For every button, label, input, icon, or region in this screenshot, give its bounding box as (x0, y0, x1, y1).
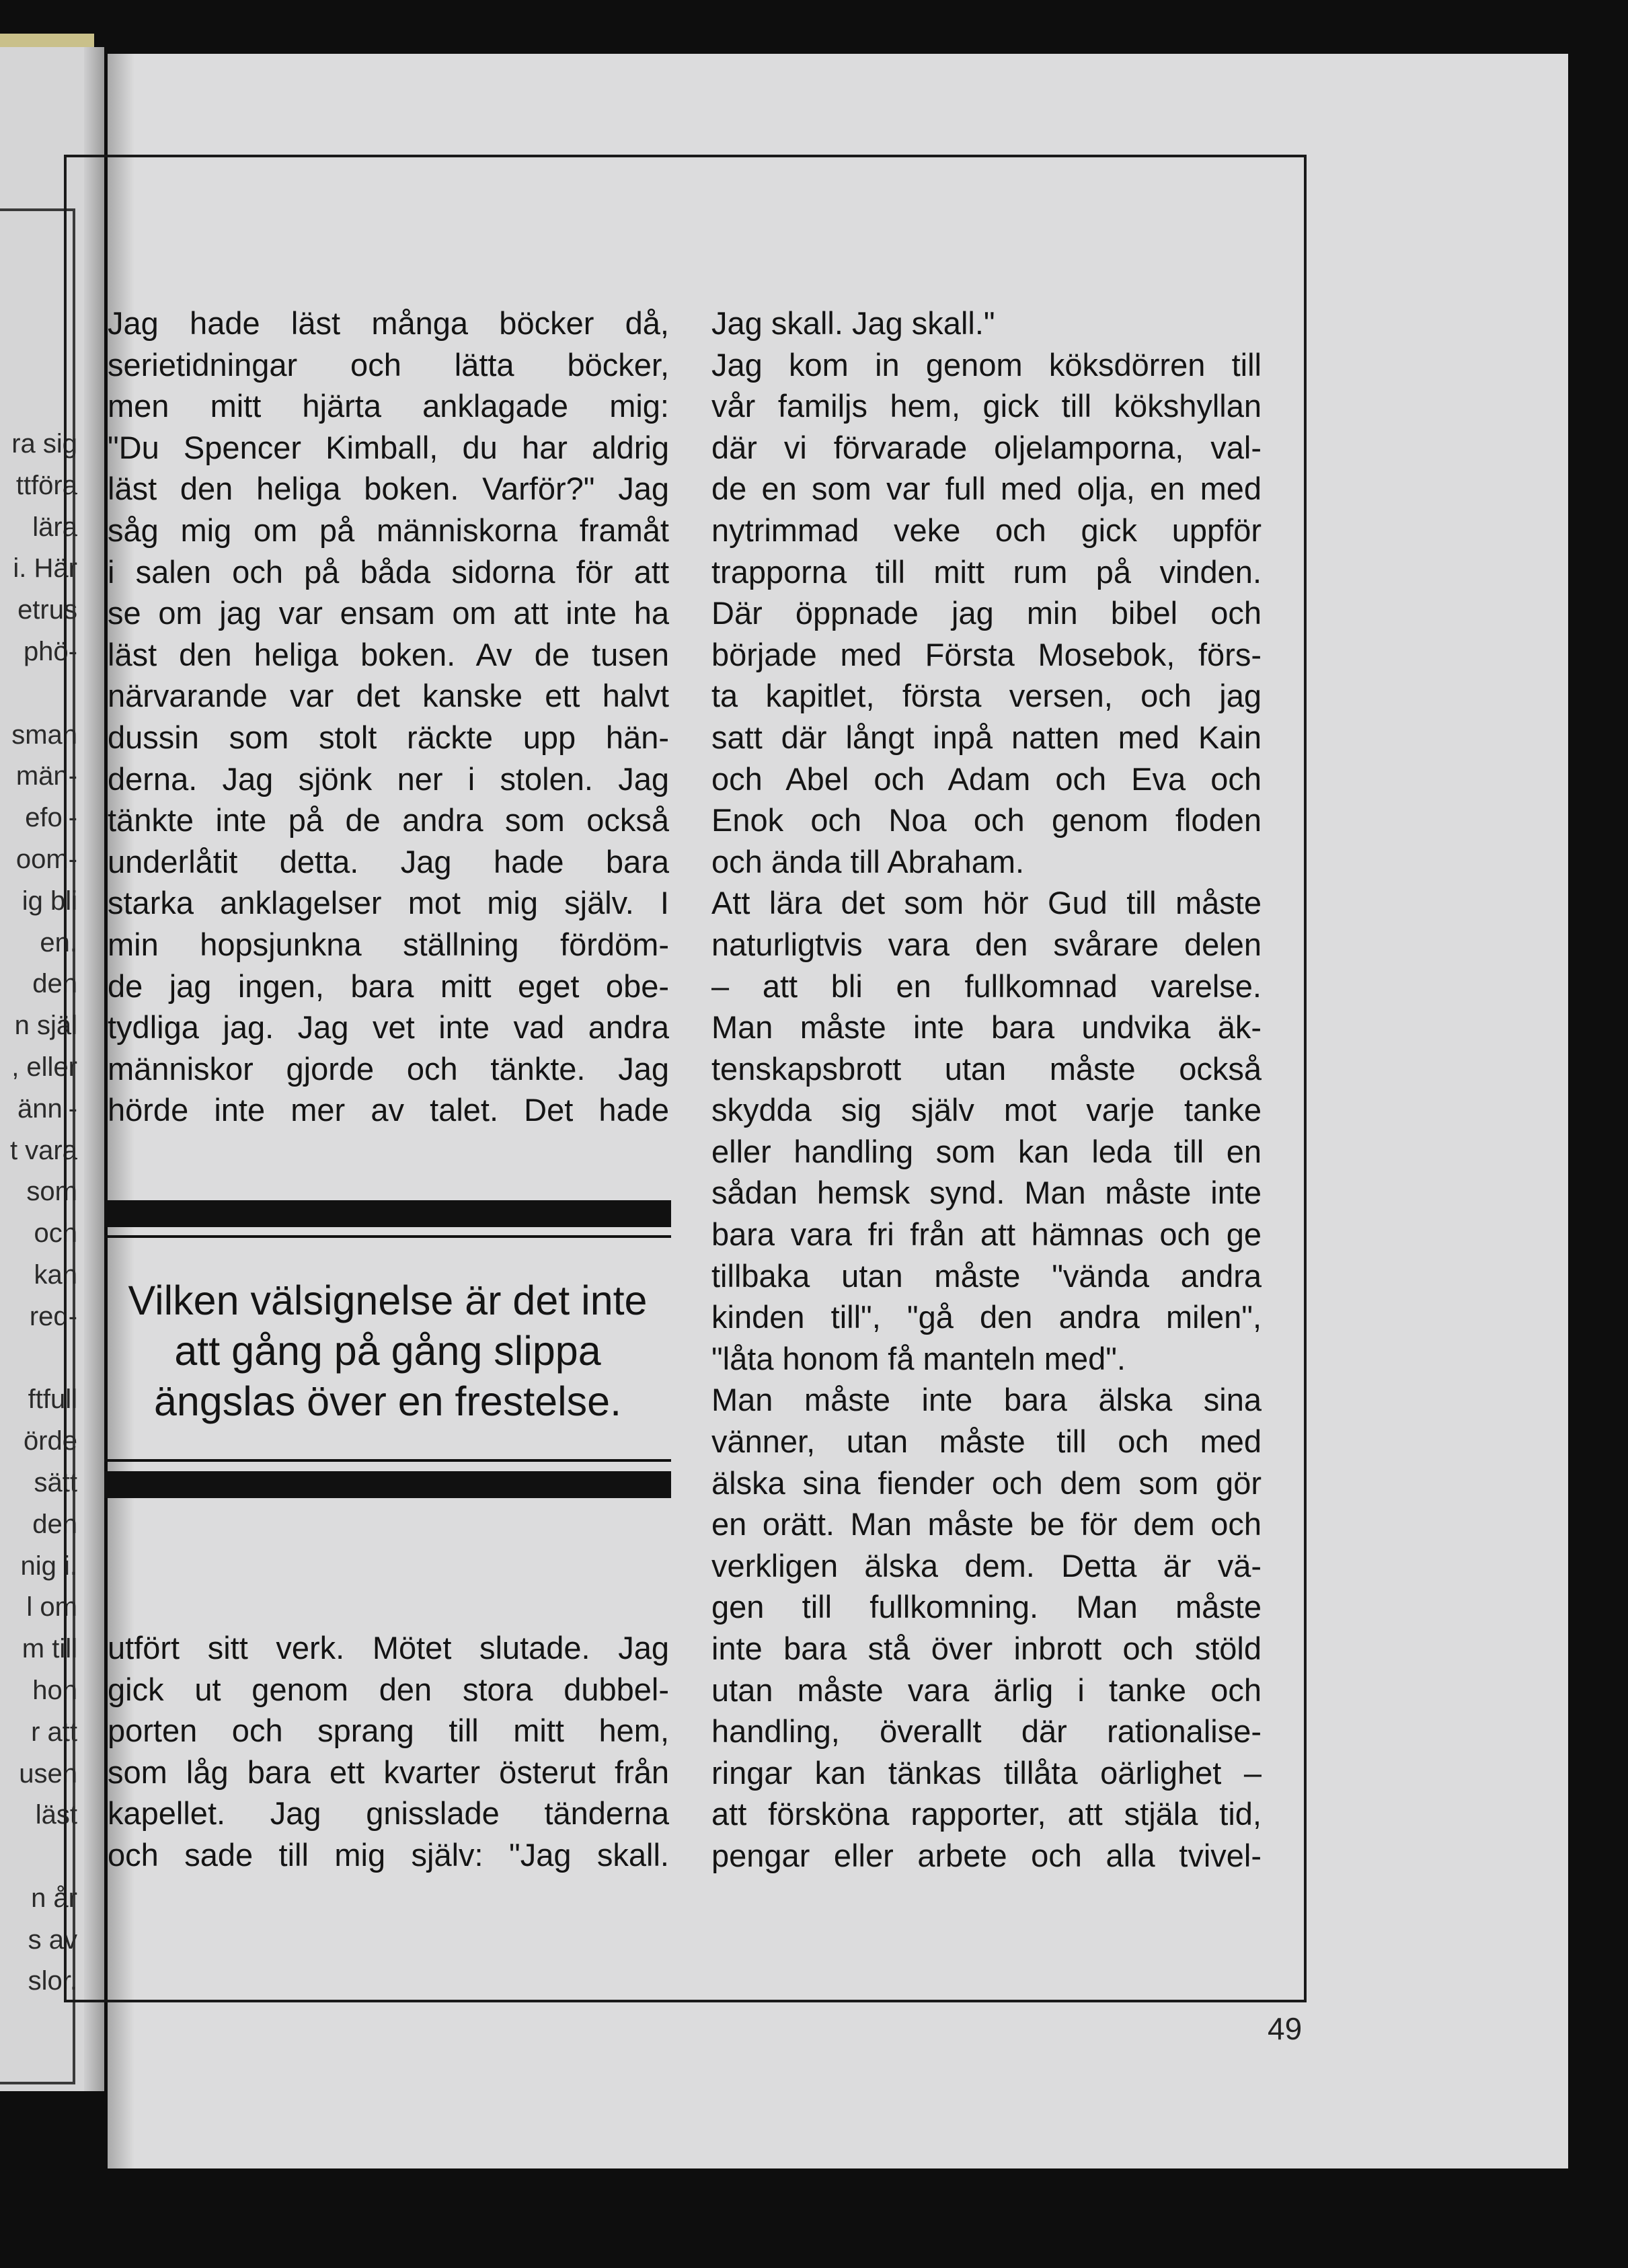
text-line: – att bli en fullkomnad varelse. (711, 968, 1262, 1004)
left-page-fragment: ig bli (22, 886, 77, 916)
left-page-fragment: , eller (11, 1052, 77, 1082)
text-line: sådan hemsk synd. Man måste inte (711, 1175, 1262, 1211)
left-page-fragment: den (32, 969, 77, 999)
text-line: tillbaka utan måste "vända andra (711, 1257, 1262, 1294)
text-line: älska sina fiender och dem som gör (711, 1464, 1262, 1501)
text-line: de jag ingen, bara mitt eget obe- (108, 968, 669, 1004)
text-line: som låg bara ett kvarter österut från (108, 1754, 669, 1790)
left-page-fragment: änni- (17, 1093, 77, 1124)
text-line: nytrimmad veke och gick uppför (711, 512, 1262, 548)
left-page-fragment: den (32, 1509, 77, 1539)
text-line: utfört sitt verk. Mötet slutade. Jag (108, 1630, 669, 1666)
text-line: började med Första Mosebok, förs- (711, 636, 1262, 672)
text-line: "Du Spencer Kimball, du har aldrig (108, 429, 669, 465)
text-line: bara vara fri från att hämnas och ge (711, 1216, 1262, 1253)
text-line: närvarande var det kanske ett halvt (108, 678, 669, 714)
pull-quote-thick-bar-bottom (104, 1471, 671, 1498)
text-line: Att lära det som hör Gud till måste (711, 885, 1262, 921)
text-line: i salen och på båda sidorna för att (108, 553, 669, 590)
pull-quote-text: Vilken välsignelse är det inte att gång på gång slippa ängslas över en frestelse. (128, 1278, 648, 1424)
text-line: naturligtvis vara den svårare delen (711, 926, 1262, 962)
text-line: Man måste inte bara undvika äk- (711, 1009, 1262, 1046)
left-page-fragment: sätt (34, 1467, 77, 1497)
left-page-fragment: män- (15, 761, 77, 791)
left-page-fragment: s av (28, 1924, 77, 1955)
pull-quote-rule-bottom (104, 1459, 671, 1462)
left-page-fragment: t vara (9, 1135, 77, 1165)
text-line: ta kapitlet, första versen, och jag (711, 678, 1262, 714)
text-line: serietidningar och lätta böcker, (108, 346, 669, 383)
page-number: 49 (1268, 2011, 1303, 2046)
left-page-fragment: en. (40, 927, 77, 957)
text-line: en orätt. Man måste be för dem och (711, 1506, 1262, 1542)
text-line: Jag hade läst många böcker då, (108, 305, 669, 341)
pull-quote-rule-top (104, 1235, 671, 1238)
text-line: starka anklagelser mot mig själv. I (108, 885, 669, 921)
text-line: och sade till mig själv: "Jag skall. (108, 1836, 669, 1873)
adjacent-book-edge (0, 34, 94, 47)
left-page-fragment: slor. (28, 1966, 77, 1996)
text-line: tänkte inte på de andra som också (108, 802, 669, 838)
text-line: handling, överallt där rationalise- (711, 1713, 1262, 1750)
text-line: utan måste vara ärlig i tanke och (711, 1672, 1262, 1708)
left-page-fragment: usen (19, 1758, 77, 1789)
left-page-fragment: r att (31, 1717, 77, 1747)
text-line: min hopsjunkna ställning fördöm- (108, 926, 669, 962)
text-line: gick ut genom den stora dubbel- (108, 1671, 669, 1707)
text-line: de en som var full med olja, en med (711, 471, 1262, 507)
text-line: kinden till", "gå den andra milen", (711, 1299, 1262, 1335)
text-line: tydliga jag. Jag vet inte vad andra (108, 1009, 669, 1046)
text-line: gen till fullkomning. Man måste (711, 1589, 1262, 1625)
column-1-top (108, 303, 669, 1131)
left-page-fragment: sman (11, 719, 77, 750)
left-page-fragment: lära (32, 512, 77, 542)
text-line: att försköna rapporter, att stjäla tid, (711, 1796, 1262, 1832)
text-line: underlåtit detta. Jag hade bara (108, 843, 669, 879)
text-line: Man måste inte bara älska sina (711, 1382, 1262, 1418)
left-page-fragment: phö- (23, 636, 77, 666)
text-line: verkligen älska dem. Detta är vä- (711, 1547, 1262, 1583)
text-line: vänner, utan måste till och med (711, 1423, 1262, 1460)
text-line: inte bara stå över inbrott och stöld (711, 1631, 1262, 1666)
column-1-bottom (108, 1627, 669, 1876)
text-line: pengar eller arbete och alla tvivel- (711, 1837, 1262, 1873)
text-line: ringar kan tänkas tillåta oärlighet – (711, 1754, 1262, 1791)
text-line: Enok och Noa och genom floden (711, 802, 1262, 838)
pull-quote-thick-bar-top (104, 1200, 671, 1227)
left-page-fragment: nig i. (20, 1551, 77, 1581)
text-line: "låta honom få manteln med". (711, 1340, 1126, 1376)
left-page-fragment: ra sig (11, 429, 77, 459)
text-line: läst den heliga boken. Varför?" Jag (108, 471, 669, 507)
left-page-fragment: red- (29, 1301, 77, 1331)
text-line: tenskapsbrott utan måste också (711, 1050, 1262, 1087)
left-page-fragment: ftfull (28, 1384, 77, 1415)
text-line: porten och sprang till mitt hem, (108, 1713, 669, 1749)
text-line: och ända till Abraham. (711, 843, 1025, 879)
text-line: Jag kom in genom köksdörren till (711, 346, 1262, 383)
text-line: vår familjs hem, gick till kökshyllan (711, 388, 1262, 424)
left-page-fragment: n själ (14, 1011, 77, 1041)
text-line: läst den heliga boken. Av de tusen (108, 636, 669, 672)
text-line: derna. Jag sjönk ner i stolen. Jag (108, 760, 669, 797)
text-line: och Abel och Adam och Eva och (711, 760, 1262, 797)
left-page-fragment: kan (34, 1259, 77, 1290)
text-line: Jag skall. Jag skall." (711, 305, 995, 341)
text-line: dussin som stolt räckte upp hän- (108, 719, 669, 755)
text-line: kapellet. Jag gnisslade tänderna (108, 1795, 669, 1832)
text-line: eller handling som kan leda till en (711, 1133, 1262, 1169)
left-page-fragment: örde (23, 1426, 77, 1456)
left-page-fragment: efol- (25, 803, 77, 833)
left-page-fragment: hon (32, 1675, 77, 1705)
text-line: Där öppnade jag min bibel och (711, 595, 1262, 631)
left-page-fragment: läst (35, 1800, 77, 1830)
text-line: skydda sig själv mot varje tanke (711, 1092, 1262, 1128)
pull-quote (104, 1200, 671, 1498)
left-page-fragment: l om (26, 1592, 77, 1622)
scan-background (0, 2168, 1628, 2268)
left-page-fragment: ttföra (15, 470, 77, 500)
text-line: såg mig om på människorna framåt (108, 512, 669, 548)
left-page-fragment: i. Här (13, 553, 77, 584)
left-page-fragment: m till (22, 1634, 77, 1664)
text-line: trapporna till mitt rum på vinden. (711, 553, 1262, 590)
left-page-fragment: oom- (15, 844, 77, 874)
text-line: men mitt hjärta anklagade mig: (108, 388, 669, 424)
text-line: hörde inte mer av talet. Det hade (108, 1092, 669, 1128)
text-line: där vi förvarade oljelamporna, val- (711, 429, 1262, 465)
left-page-fragment: n år (31, 1883, 77, 1913)
text-line: satt där långt inpå natten med Kain (711, 719, 1262, 755)
left-page-fragment: som (26, 1177, 77, 1207)
left-page-fragment: etrus (17, 595, 77, 625)
left-page-fragment: och (34, 1218, 77, 1249)
column-2 (711, 303, 1262, 1877)
text-line: se om jag var ensam om att inte ha (108, 595, 669, 631)
text-line: människor gjorde och tänkte. Jag (108, 1050, 669, 1087)
